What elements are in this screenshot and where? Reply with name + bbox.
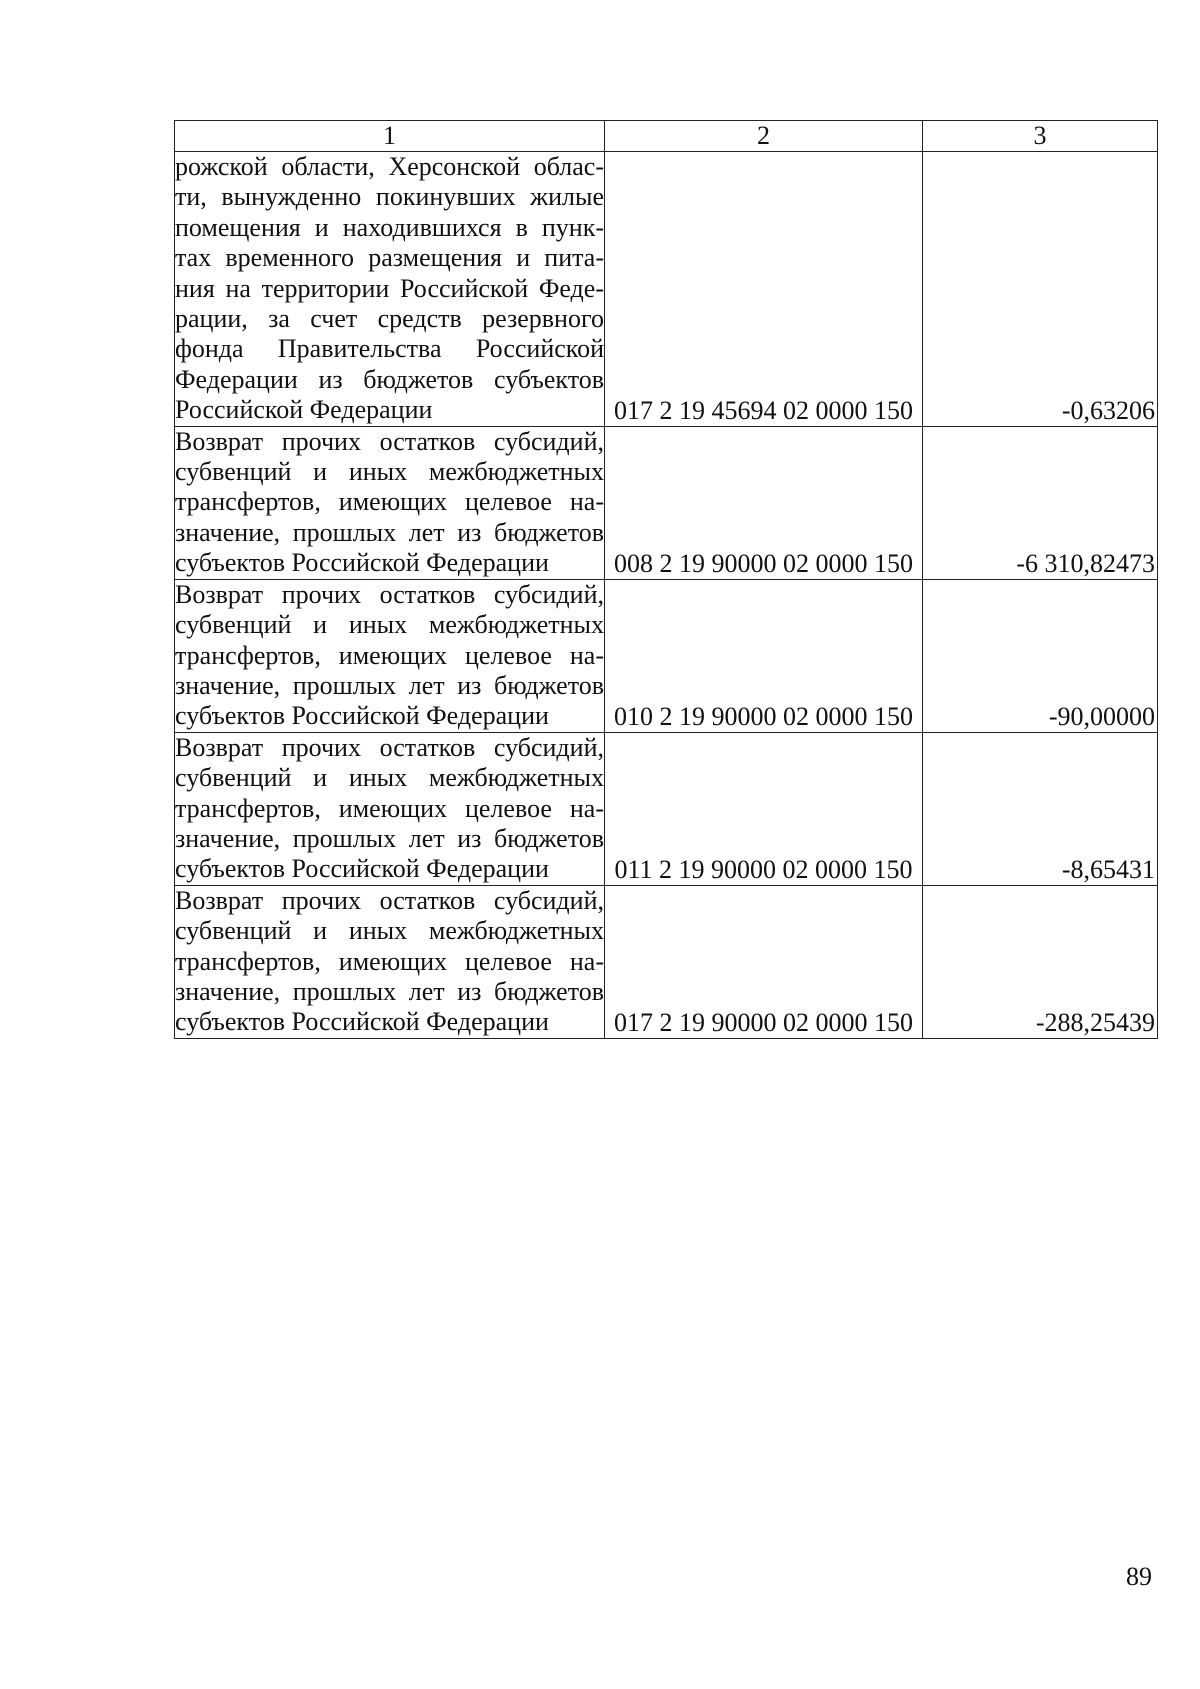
description-line: Федерации из бюджетов субъектов bbox=[175, 364, 604, 394]
amount-value: -288,25439 bbox=[923, 885, 1158, 1038]
description-line: трансфертов, имеющих целевое на- bbox=[175, 946, 604, 976]
table-row bbox=[175, 152, 1158, 427]
description-line: субъектов Российской Федерации bbox=[175, 854, 549, 884]
row-description bbox=[175, 885, 605, 1038]
description-line: субвенций и иных межбюджетных bbox=[175, 457, 604, 487]
column-header-3: 3 bbox=[923, 121, 1158, 152]
description-line: значение, прошлых лет из бюджетов bbox=[175, 517, 604, 547]
amount-value: -0,63206 bbox=[923, 152, 1158, 427]
description-line: Возврат прочих остатков субсидий, bbox=[175, 426, 604, 456]
table-body bbox=[175, 121, 1158, 1039]
description-line: трансфертов, имеющих целевое на- bbox=[175, 640, 604, 670]
amount-value: -6 310,82473 bbox=[923, 426, 1158, 579]
budget-classification-code: 017 2 19 90000 02 0000 150 bbox=[605, 885, 923, 1038]
description-line: трансфертов, имеющих целевое на- bbox=[175, 487, 604, 517]
description-line: Возврат прочих остатков субсидий, bbox=[175, 579, 604, 609]
budget-classification-code: 010 2 19 90000 02 0000 150 bbox=[605, 579, 923, 732]
description-line: Возврат прочих остатков субсидий, bbox=[175, 885, 604, 915]
description-line: трансфертов, имеющих целевое на- bbox=[175, 793, 604, 823]
row-description bbox=[175, 579, 605, 732]
description-line: субвенций и иных межбюджетных bbox=[175, 763, 604, 793]
description-line: субвенций и иных межбюджетных bbox=[175, 610, 604, 640]
table-row bbox=[175, 579, 1158, 732]
table-row bbox=[175, 732, 1158, 885]
description-line: помещения и находившихся в пунк- bbox=[175, 212, 604, 242]
row-description bbox=[175, 426, 605, 579]
description-line: значение, прошлых лет из бюджетов bbox=[175, 823, 604, 853]
description-line: субъектов Российской Федерации bbox=[175, 701, 549, 731]
table-row bbox=[175, 885, 1158, 1038]
description-line: тах временного размещения и пита- bbox=[175, 243, 604, 273]
description-line: Возврат прочих остатков субсидий, bbox=[175, 732, 604, 762]
description-line: субвенций и иных межбюджетных bbox=[175, 916, 604, 946]
description-line: рации, за счет средств резервного bbox=[175, 304, 604, 334]
row-description bbox=[175, 732, 605, 885]
description-line: субъектов Российской Федерации bbox=[175, 548, 549, 578]
budget-classification-code: 008 2 19 90000 02 0000 150 bbox=[605, 426, 923, 579]
description-line: ти, вынужденно покинувших жилые bbox=[175, 182, 604, 212]
description-line: рожской области, Херсонской облас- bbox=[175, 152, 604, 181]
description-line: значение, прошлых лет из бюджетов bbox=[175, 976, 604, 1006]
page-number: 89 bbox=[1126, 1562, 1152, 1591]
description-line: фонда Правительства Российской bbox=[175, 334, 604, 364]
amount-value: -8,65431 bbox=[923, 732, 1158, 885]
amount-value: -90,00000 bbox=[923, 579, 1158, 732]
budget-classification-code: 017 2 19 45694 02 0000 150 bbox=[605, 152, 923, 427]
description-line: субъектов Российской Федерации bbox=[175, 1007, 549, 1037]
description-line: Российской Федерации bbox=[175, 395, 433, 425]
budget-classification-code: 011 2 19 90000 02 0000 150 bbox=[605, 732, 923, 885]
row-description bbox=[175, 152, 605, 427]
column-header-2: 2 bbox=[605, 121, 923, 152]
table-row bbox=[175, 426, 1158, 579]
description-line: ния на территории Российской Феде- bbox=[175, 273, 604, 303]
column-header-1: 1 bbox=[175, 121, 605, 152]
budget-table bbox=[174, 120, 1158, 1039]
header-row bbox=[175, 121, 1158, 152]
description-line: значение, прошлых лет из бюджетов bbox=[175, 670, 604, 700]
